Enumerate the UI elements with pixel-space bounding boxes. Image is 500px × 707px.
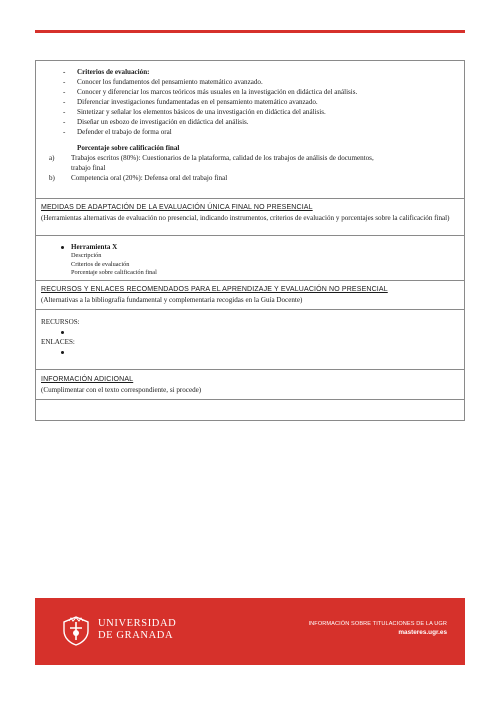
porcentaje-list: [41, 153, 459, 183]
criterio-item: - Conocer y diferenciar los marcos teóricos más usuales en la investigación en didáctica del análisis.: [77, 87, 459, 97]
herramienta-list: [41, 242, 459, 252]
criterio-item: - Sintetizar y señalar los elementos básicos de una investigación en didáctica del análisis.: [77, 107, 459, 117]
recursos-header-cell: [36, 280, 464, 309]
recursos-title: RECURSOS Y ENLACES RECOMENDADOS PARA EL APRENDIZAJE Y EVALUACIÓN NO PRESENCIAL: [41, 286, 388, 293]
info-body-cell: [36, 399, 464, 420]
item-marker: a): [49, 154, 55, 162]
university-name-line1: UNIVERSIDAD: [98, 618, 177, 629]
titulaciones-link[interactable]: [309, 620, 447, 637]
porcentaje-item: [49, 153, 459, 173]
criterio-item: - Diseñar un esbozo de investigación en didáctica del análisis.: [77, 117, 459, 127]
herramienta-porcentaje: Porcentaje sobre calificación final: [71, 269, 157, 276]
enlaces-empty-bullet: [71, 347, 459, 357]
medidas-header-cell: [36, 198, 464, 235]
herramienta-name: Herramienta X: [71, 242, 459, 252]
masteres-url[interactable]: masteres.ugr.es: [398, 629, 447, 636]
recursos-note: (Alternativas a la bibliografía fundamental y complementaria recogidas en la Guía Docente): [41, 296, 303, 304]
info-note: (Cumplimentar con el texto correspondiente, si procede): [41, 386, 202, 394]
university-name: [98, 618, 176, 642]
herramienta-criterios: Criterios de evaluación: [71, 260, 130, 268]
medidas-note: (Herramientas alternativas de evaluación no presencial, indicando instrumentos, criterios de evaluación y porcentajes sobre la calificación final): [41, 214, 450, 222]
porcentaje-heading: Porcentaje sobre calificación final: [77, 144, 180, 152]
criterio-item: - Diferenciar investigaciones fundamentadas en el pensamiento matemático avanzado.: [77, 97, 459, 107]
criterio-item: - Conocer los fundamentos del pensamiento matemático avanzado.: [77, 77, 459, 87]
herramienta-details: [41, 252, 459, 278]
info-header-cell: [36, 369, 464, 399]
item-text-cont: trabajo final: [71, 164, 106, 172]
ugr-crest-icon: [61, 616, 91, 646]
header-red-rule: [35, 30, 465, 33]
herramienta-descripcion: Descripción: [71, 252, 102, 259]
medidas-title: MEDIDAS DE ADAPTACIÓN DE LA EVALUACIÓN ÚNICA FINAL NO PRESENCIAL: [41, 204, 313, 211]
porcentaje-item: [49, 173, 459, 183]
enlaces-list: [41, 347, 459, 357]
criterio-item: - Defender el trabajo de forma oral: [77, 127, 459, 137]
recursos-empty-bullet: [71, 327, 459, 337]
footer-banner: [35, 598, 465, 665]
recursos-body-cell: [36, 309, 464, 369]
recursos-label: RECURSOS:: [41, 318, 80, 326]
criterios-cell: [36, 61, 464, 198]
titulaciones-text: INFORMACIÓN SOBRE TITULACIONES DE LA UGR: [308, 621, 447, 627]
guide-table: [35, 60, 465, 421]
info-title: INFORMACIÓN ADICIONAL: [41, 376, 134, 383]
item-marker: b): [49, 174, 55, 182]
criterios-heading: - Criterios de evaluación:: [77, 67, 459, 77]
criterios-list: [41, 67, 459, 137]
recursos-list: [41, 327, 459, 337]
enlaces-label: ENLACES:: [41, 338, 75, 346]
item-text: Trabajos escritos (80%): Cuestionarios de la plataforma, calidad de los trabajos de análisis de documentos,: [71, 154, 374, 162]
item-text: Competencia oral (20%): Defensa oral del trabajo final: [71, 174, 228, 182]
university-name-line2: DE GRANADA: [98, 630, 174, 641]
herramienta-cell: [36, 235, 464, 280]
